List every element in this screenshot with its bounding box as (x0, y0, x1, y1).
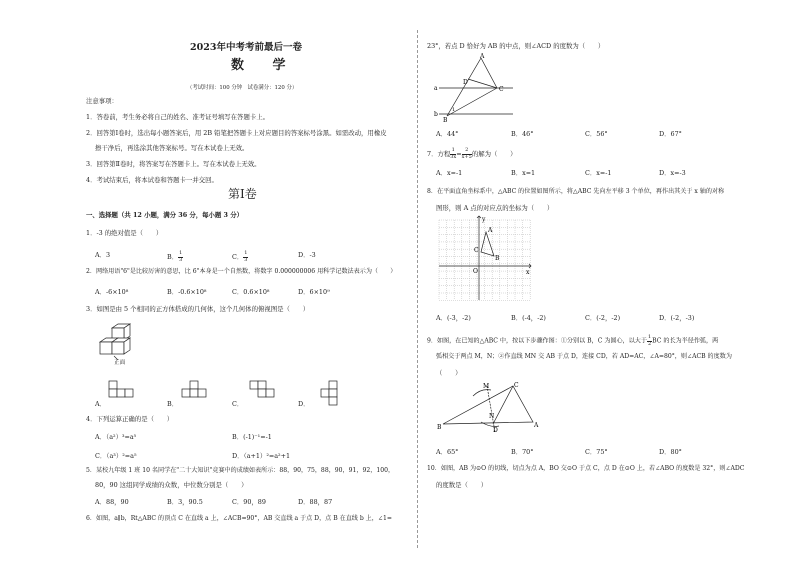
q1-option-b[interactable]: B． $\frac{1}{3}$ (167, 250, 183, 263)
q9-label-c: C (514, 382, 519, 389)
q7-option-d[interactable]: D．x=-3 (659, 169, 686, 177)
column-divider (417, 30, 418, 548)
q1-b-fraction: $\frac{1}{3}$ (179, 250, 183, 263)
q8-option-a[interactable]: A．(-3，-2) (436, 314, 471, 322)
subject-title: 数 学 (231, 58, 298, 73)
notes-heading: 注意事项： (86, 97, 118, 105)
q7-frac-2: $\frac{2}{x+5}$ (461, 147, 472, 160)
q4-option-a[interactable]: A．（a²）³=a⁵ (95, 433, 137, 441)
q6-label-b: B (443, 117, 448, 124)
q4-option-c[interactable]: C．（a³）²=a⁵ (95, 452, 137, 460)
q7-stem: 7．方程 $\frac{1}{3x}$ = $\frac{2}{x+5}$ 的解为（ ） (427, 147, 517, 160)
left-column (86, 0, 412, 562)
q1-option-a[interactable]: A．3 (95, 251, 111, 259)
q2-option-c[interactable]: C．0.6×10⁸ (232, 288, 270, 296)
q9-option-b[interactable]: B．70° (511, 448, 534, 456)
exam-title: 2023年中考考前最后一卷 (190, 42, 302, 53)
q9-label-a: A (534, 422, 539, 429)
q9-figure (437, 382, 547, 434)
q7-option-a[interactable]: A．x=-1 (436, 169, 463, 177)
q3-front-label: 正面 (114, 360, 126, 366)
q3-option-b-figure[interactable] (181, 380, 207, 406)
q10-stem-line1: 10．如图，AB 为⊙O 的切线，切点为点 A，BO 交⊙O 于点 C，点 D 在⊙O 上，若∠ABO 的度数是 32°，则∠ADC (427, 465, 745, 472)
q2-option-d[interactable]: D．6×10⁹ (298, 288, 330, 296)
note-4: 4．考试结束后，将本试卷和答题卡一并交回。 (86, 176, 218, 184)
q3-option-c[interactable]: C． (232, 400, 244, 408)
q8-stem-line1: 8．在平面直角坐标系中，△ABC 的位置如图所示，将△ABC 先向左平移 3 个单位，再作出其关于 x 轴的对称 (427, 188, 725, 195)
q8-stem-line2: 图形，则 A 点的对应点的坐标为（ ） (436, 204, 554, 212)
q5-stem-line1: 5．某校九年级 1 班 10 名同学在"二十大知识"竞赛中的成绩如表所示：88，90，75，88，90，91，92，100， (86, 467, 395, 474)
q4-option-b[interactable]: B．(-1)⁻¹=-1 (232, 433, 272, 441)
q9-stem-line2: 弧相交于两点 M，N；②作直线 MN 交 AB 于点 D，连接 CD，若 AD=AC，∠A=80°，则∠ACB 的度数为 (436, 353, 732, 360)
q8-label-a: A (488, 227, 493, 234)
q5-option-c[interactable]: C．90，89 (232, 498, 266, 506)
q8-label-b: B (495, 255, 500, 262)
q6-label-angle-1: 1 (452, 107, 456, 113)
note-2-cont: 擦干净后，再选涂其他答案标号。写在本试卷上无效。 (95, 144, 249, 152)
q8-label-y: y (482, 216, 486, 223)
q4-option-d[interactable]: D．（a+1）²=a²+1 (232, 452, 291, 460)
q3-option-a[interactable]: A． (95, 400, 107, 408)
note-1: 1．答卷前，考生务必将自己的姓名、准考证号填写在答题卡上。 (86, 113, 270, 121)
q4-stem: 4．下列运算正确的是（ ） (86, 415, 174, 423)
q1-c-fraction: $\frac{1}{3}$ (244, 250, 248, 263)
q8-option-b[interactable]: B．(-4，-2) (511, 314, 546, 322)
q3-stem: 3．如图是由 5 个相同的正方体搭成的几何体，这个几何体的俯视图是（ ） (86, 305, 310, 313)
q6-label-line-b: b (434, 111, 438, 118)
q2-option-a[interactable]: A．-6×10⁸ (95, 288, 129, 296)
q6-stem-line2: 23°，若点 D 恰好为 AB 的中点，则∠ACD 的度数为（ ） (427, 42, 605, 50)
q2-stem: 2．网络用语"6"是比较厉害的意思，比 6"本身是一个自然数，将数字 0.000000006 用科学记数法表示为（ ） (86, 268, 397, 275)
q5-option-a[interactable]: A．88，90 (95, 498, 129, 506)
exam-info: （考试时间：100 分钟 试卷满分：120 分） (187, 85, 298, 91)
q9-option-c[interactable]: C．75° (585, 448, 608, 456)
q8-coordinate-grid (437, 214, 533, 304)
q6-label-a: A (480, 53, 485, 60)
q6-option-c[interactable]: C．56° (585, 130, 608, 138)
q7-option-b[interactable]: B．x=1 (511, 169, 536, 177)
section-1-heading: 一、选择题（共 12 小题，满分 36 分，每小题 3 分） (86, 211, 244, 219)
q3-option-a-figure[interactable] (108, 380, 134, 406)
q6-option-a[interactable]: A．44° (436, 130, 459, 138)
q3-option-d[interactable]: D． (298, 400, 310, 408)
q6-label-d: D (463, 79, 468, 86)
q8-option-d[interactable]: D．(-2，-3) (659, 314, 695, 322)
q6-label-line-a: a (434, 85, 438, 92)
q9-label-m: M (483, 383, 490, 390)
q5-option-d[interactable]: D．88，87 (298, 498, 333, 506)
q9-label-d: D (493, 427, 498, 434)
right-column (427, 0, 757, 562)
q5-stem-line2: 80，90 这组同学成绩的众数，中位数分别是（ ） (95, 481, 248, 489)
q9-half-fraction: $\frac{1}{2}$ (647, 334, 652, 347)
q5-option-b[interactable]: B．3，90.5 (167, 498, 203, 506)
note-2: 2．回答第Ⅰ卷时，选出每小题答案后，用 2B 铅笔把答题卡上对应题目的答案标号涂黑。如需改动，用橡皮 (86, 129, 387, 137)
q7-frac-1: $\frac{1}{3x}$ (450, 147, 457, 160)
q3-option-c-figure[interactable] (249, 380, 275, 406)
note-3: 3．回答第Ⅱ卷时，将答案写在答题卡上。写在本试卷上无效。 (86, 160, 261, 168)
q6-figure (433, 53, 519, 124)
q8-label-c: C (474, 247, 479, 254)
q6-option-b[interactable]: B．46° (511, 130, 534, 138)
q9-stem-line1: 9．如图，在已知的△ABC 中，按以下步骤作图：①分别以 B，C 为圆心，以大于 $\frac{1}{2}$ BC 的长为半径作弧，两 (427, 334, 719, 347)
q9-stem-line3: （ ） (436, 369, 462, 377)
q1-option-c[interactable]: C． $\frac{1}{3}$ (232, 250, 248, 263)
q3-option-b[interactable]: B． (167, 400, 179, 408)
q2-option-b[interactable]: B．-0.6×10⁸ (167, 288, 207, 296)
q8-label-x: x (526, 269, 530, 276)
q9-option-d[interactable]: D．80° (659, 448, 682, 456)
q9-label-n: N (489, 413, 495, 420)
q8-label-o: O (473, 268, 478, 275)
q9-option-a[interactable]: A．65° (436, 448, 459, 456)
q3-option-d-figure[interactable] (320, 380, 346, 406)
q1-option-d[interactable]: D．-3 (298, 251, 316, 259)
q6-option-d[interactable]: D．67° (659, 130, 682, 138)
q9-label-b: B (437, 424, 442, 431)
q10-stem-line2: 的度数是（ ） (436, 481, 488, 489)
part-title: 第Ⅰ卷 (228, 187, 257, 201)
q6-label-c: C (499, 86, 504, 93)
q8-option-c[interactable]: C．(-2，-2) (585, 314, 621, 322)
q7-option-c[interactable]: C．x=-1 (585, 169, 612, 177)
q1-stem: 1．-3 的绝对值是（ ） (86, 229, 163, 237)
q6-stem-line1: 6．如图，a∥b，Rt△ABC 的顶点 C 在直线 a 上，∠ACB=90°，AB 交直线 a 于点 D，点 B 在直线 b 上，∠1= (86, 515, 392, 522)
